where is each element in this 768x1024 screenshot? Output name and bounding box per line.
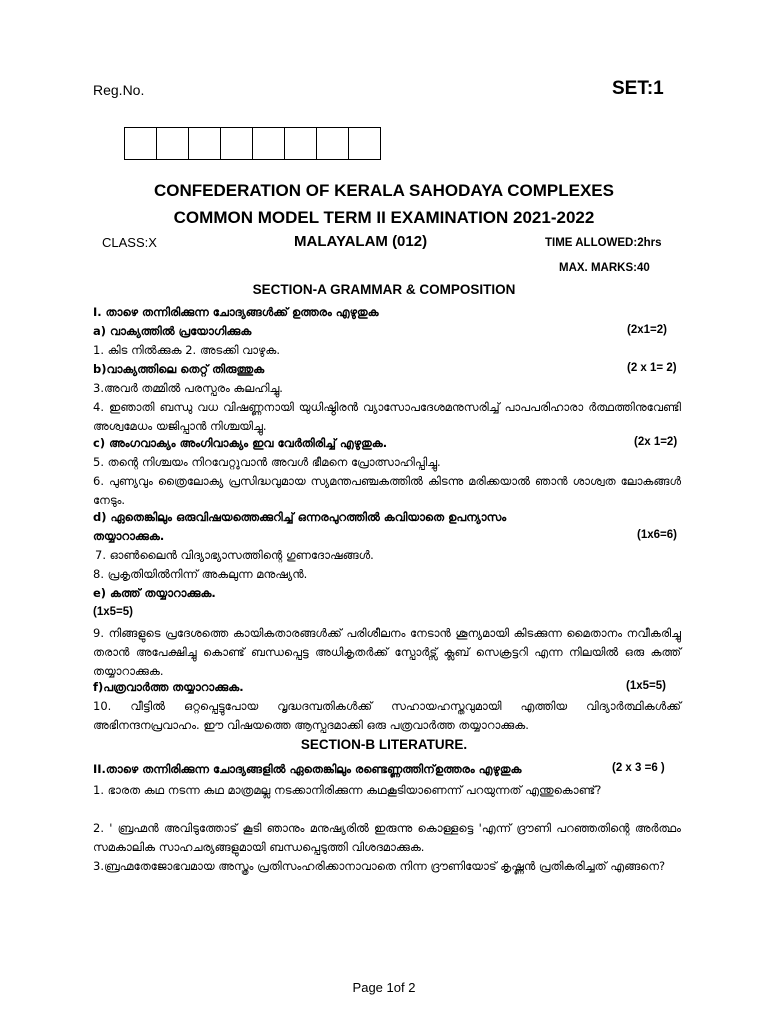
reg-box: [188, 127, 221, 160]
page-number: Page 1of 2: [352, 980, 416, 995]
reg-no-label: Reg.No.: [93, 82, 145, 98]
sub-f-label: f)പത്രവാർത്ത തയ്യാറാക്കുക.: [93, 680, 244, 694]
title-line-2: COMMON MODEL TERM II EXAMINATION 2021-2022: [173, 208, 595, 227]
sub-a-label: a) വാക്യത്തിൽ പ്രയോഗിക്കുക: [93, 324, 252, 338]
sub-a-marks: (2x1=2): [627, 324, 667, 336]
question-8: 8. പ്രകൃതിയിൽനിന്ന് അകലുന്ന മനുഷ്യൻ.: [93, 567, 308, 581]
sub-c-marks: (2x 1=2): [634, 436, 678, 448]
question-9: 9. നിങ്ങളുടെ പ്രദേശത്തെ കായികതാരങ്ങൾക്ക് പരിശീലനം നേടാൻ ശൂന്യമായി കിടക്കുന്ന മൈതാനം നവീകരിച്ചു തരാൻ അപേക്ഷിച്ചു കൊണ്ട് ബന്ധപ്പെട്ട അധികൃതർക്ക് സ്പോർട്സ് ക്ലബ് സെക്രട്ടറി എന്ന നിലയിൽ ഒരു കത്ത് തയ്യാറാക്കുക.: [93, 626, 681, 678]
sub-b-marks: (2 x 1= 2): [627, 362, 677, 374]
sub-e-label: e) കത്ത് തയ്യാറാക്കുക.: [93, 586, 216, 600]
question-5: 5. തന്റെ നിശ്ചയം നിറവേറ്റുവാൻ അവൾ ഭീമനെ പ്രോത്സാഹിപ്പിച്ചു.: [93, 455, 441, 469]
reg-box: [220, 127, 253, 160]
set-label: SET:1: [612, 78, 664, 99]
question-3: 3.അവർ തമ്മിൽ പരസ്പരം കലഹിച്ചു.: [93, 381, 283, 395]
time-allowed: TIME ALLOWED:2hrs: [545, 237, 662, 249]
class-label: CLASS:X: [102, 235, 157, 250]
reg-box: [124, 127, 157, 160]
reg-box: [316, 127, 349, 160]
question-6: 6. പുണ്യവും ത്രൈലോക്യ പ്രസിദ്ധവുമായ സ്യമന്തപഞ്ചകത്തിൽ കിടന്നു മരിക്കയാൽ ഞാൻ ശാശ്വത ലോകങ്ങൾ നേടും.: [93, 474, 681, 507]
sub-a-items: 1. കിട നിൽക്കുക 2. അടക്കി വാഴുക.: [93, 343, 281, 357]
sub-d-label: d) ഏതെങ്കിലും ഒരുവിഷയത്തെക്കുറിച്ച് ഒന്നരപുറത്തിൽ കവിയാതെ ഉപന്യാസം: [93, 510, 507, 524]
reg-no-boxes: [125, 127, 381, 160]
subject-label: MALAYALAM (012): [294, 233, 428, 250]
reg-box: [156, 127, 189, 160]
section-b-heading: SECTION-B LITERATURE.: [300, 737, 468, 752]
lit-question-1: 1. ഭാരത കഥ നടന്ന കഥ മാത്രമല്ല നടക്കാനിരിക്കുന്ന കഥകൂടിയാണെന്ന് പറയുന്നത് എന്തുകൊണ്ട്?: [93, 783, 602, 797]
title-line-1: CONFEDERATION OF KERALA SAHODAYA COMPLEXES: [154, 181, 614, 200]
section-b-instruction: II.താഴെ തന്നിരിക്കുന്ന ചോദ്യങ്ങളിൽ ഏതെങ്കിലും രണ്ടെണ്ണത്തിന്ഉത്തരം എഴുതുക: [93, 762, 522, 776]
reg-box: [284, 127, 317, 160]
q1-instruction: I. താഴെ തന്നിരിക്കുന്ന ചോദ്യങ്ങൾക്ക് ഉത്തരം എഴുതുക: [93, 305, 379, 319]
sub-d-label-2: തയ്യാറാക്കുക.: [93, 529, 165, 543]
reg-box: [252, 127, 285, 160]
question-10: 10. വീട്ടിൽ ഒറ്റപ്പെട്ടുപോയ വൃദ്ധദമ്പതികൾക്ക് സഹായഹസ്തവുമായി എത്തിയ വിദ്യാർത്ഥികൾക്ക് അഭിനന്ദനപ്രവാഹം. ഈ വിഷയത്തെ ആസ്പദമാക്കി ഒരു പത്രവാർത്ത തയ്യാറാക്കുക.: [93, 699, 681, 732]
lit-question-2: 2. ' ബ്രഹ്മൻ അവിടുത്തോട് കൂടി ഞാനും മനുഷ്യരിൽ ഇരുന്നു കൊള്ളട്ടെ 'എന്ന് ദ്രൗണി പറഞ്ഞതിന്റെ അർത്ഥം സമകാലിക സാഹചര്യങ്ങളുമായി ബന്ധപ്പെടുത്തി വിശദമാക്കുക.: [93, 821, 681, 854]
lit-question-3: 3.ബ്രഹ്മതേജോഭവമായ അസ്ത്രം പ്രതിസംഹരിക്കാനാവാതെ നിന്ന ദ്രൗണിയോട് കൃഷ്ണൻ പ്രതികരിച്ചത് എങ്ങനെ?: [93, 859, 666, 873]
reg-box: [348, 127, 381, 160]
sub-f-marks: (1x5=5): [626, 680, 666, 692]
sub-d-marks: (1x6=6): [637, 529, 677, 541]
sub-b-label: b)വാക്യത്തിലെ തെറ്റ് തിരുത്തുക: [93, 362, 265, 376]
section-b-marks: (2 x 3 =6 ): [612, 762, 665, 774]
sub-c-label: c) അംഗവാക്യം അംഗിവാക്യം ഇവ വേർതിരിച്ച് എഴുതുക.: [93, 436, 388, 450]
question-4: 4. ഇഞാതി ബന്ധു വധ വിഷണ്ണനായി യുധിഷ്ഠിരൻ വ്യാസോപദേശമനുസരിച്ച് പാപപരിഹാരാ ർത്ഥത്തിനുവേണ്ടി അശ്വമേധം യജിപ്പാൻ നിശ്ചയിച്ചു.: [93, 400, 681, 433]
max-marks: MAX. MARKS:40: [559, 262, 650, 274]
sub-e-marks: (1x5=5): [93, 606, 133, 618]
section-a-heading: SECTION-A GRAMMAR & COMPOSITION: [252, 282, 516, 297]
question-7: 7. ഓൺലൈൻ വിദ്യാഭ്യാസത്തിന്റെ ഗുണദോഷങ്ങൾ.: [95, 548, 374, 562]
